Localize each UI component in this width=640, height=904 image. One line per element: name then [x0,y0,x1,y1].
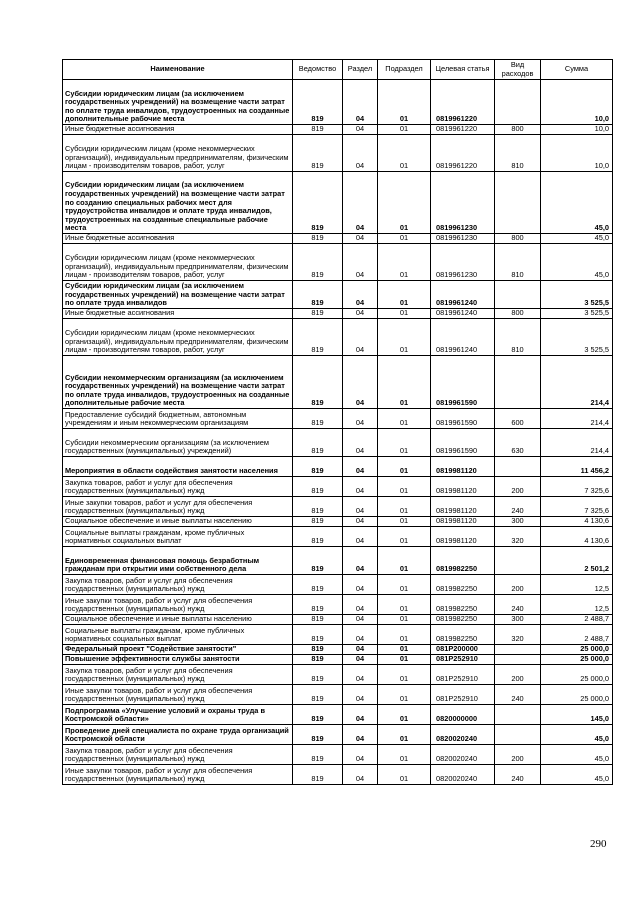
table-row [63,477,613,497]
cell-section: 04 [343,595,378,615]
cell-sum: 7 325,6 [541,497,613,517]
cell-name: Единовременная финансовая помощь безработным гражданам при открытии ими собственного дела [63,547,293,575]
cell-name: Закупка товаров, работ и услуг для обеспечения государственных (муниципальных) нужд [63,745,293,765]
cell-name: Повышение эффективности службы занятости [63,655,293,665]
cell-section: 04 [343,765,378,785]
cell-name: Иные бюджетные ассигнования [63,125,293,135]
cell-dept: 819 [293,409,343,429]
cell-subsection: 01 [378,527,431,547]
cell-target: 0819961240 [431,319,495,356]
cell-type: 630 [495,429,541,457]
cell-dept: 819 [293,547,343,575]
cell-section: 04 [343,309,378,319]
cell-section: 04 [343,625,378,645]
cell-sum: 10,0 [541,80,613,125]
cell-dept: 819 [293,80,343,125]
cell-section: 04 [343,527,378,547]
cell-target: 0819961230 [431,234,495,244]
cell-target: 0819982250 [431,615,495,625]
cell-name: Федеральный проект "Содействие занятости" [63,645,293,655]
cell-subsection: 01 [378,725,431,745]
cell-sum: 10,0 [541,125,613,135]
cell-target: 0819982250 [431,595,495,615]
cell-section: 04 [343,356,378,409]
cell-subsection: 01 [378,517,431,527]
cell-sum: 3 525,5 [541,319,613,356]
cell-sum: 145,0 [541,705,613,725]
table-row [63,457,613,477]
cell-section: 04 [343,497,378,517]
cell-dept: 819 [293,645,343,655]
table-row [63,655,613,665]
cell-subsection: 01 [378,497,431,517]
cell-target: 081P252910 [431,655,495,665]
cell-dept: 819 [293,615,343,625]
cell-subsection: 01 [378,575,431,595]
cell-target: 0819961230 [431,244,495,281]
cell-name: Иные бюджетные ассигнования [63,234,293,244]
cell-name: Иные закупки товаров, работ и услуг для обеспечения государственных (муниципальных) нужд [63,765,293,785]
header-type: Вид расходов [495,60,541,80]
cell-dept: 819 [293,309,343,319]
cell-target: 0820020240 [431,745,495,765]
cell-subsection: 01 [378,409,431,429]
cell-subsection: 01 [378,281,431,309]
cell-type: 810 [495,135,541,172]
table-row [63,705,613,725]
cell-subsection: 01 [378,244,431,281]
cell-dept: 819 [293,527,343,547]
cell-type [495,356,541,409]
cell-type [495,725,541,745]
table-row [63,409,613,429]
cell-subsection: 01 [378,135,431,172]
cell-type [495,172,541,234]
cell-subsection: 01 [378,685,431,705]
table-row [63,172,613,234]
budget-document [62,59,612,785]
cell-target: 0819961240 [431,281,495,309]
header-section: Раздел [343,60,378,80]
table-row [63,356,613,409]
cell-type [495,705,541,725]
cell-sum: 4 130,6 [541,517,613,527]
cell-name: Субсидии юридическим лицам (кроме некоммерческих организаций), индивидуальным предпринимателям, физическим лицам - производителям товаров, работ, услуг [63,135,293,172]
cell-section: 04 [343,645,378,655]
table-row [63,595,613,615]
cell-section: 04 [343,319,378,356]
cell-subsection: 01 [378,595,431,615]
cell-name: Субсидии юридическим лицам (за исключением государственных учреждений) на возмещение части затрат по оплате труда инвалидов, трудоустроенных на созданные дополнительные рабочие места [63,80,293,125]
table-row [63,685,613,705]
cell-name: Закупка товаров, работ и услуг для обеспечения государственных (муниципальных) нужд [63,575,293,595]
cell-section: 04 [343,135,378,172]
cell-name: Иные закупки товаров, работ и услуг для обеспечения государственных (муниципальных) нужд [63,497,293,517]
cell-section: 04 [343,615,378,625]
cell-section: 04 [343,655,378,665]
cell-name: Иные закупки товаров, работ и услуг для обеспечения государственных (муниципальных) нужд [63,685,293,705]
cell-sum: 45,0 [541,244,613,281]
table-row [63,309,613,319]
cell-sum: 12,5 [541,575,613,595]
cell-name: Проведение дней специалиста по охране труда организаций Костромской области [63,725,293,745]
header-subsection: Подраздел [378,60,431,80]
cell-target: 0819981120 [431,477,495,497]
cell-target: 0819981120 [431,517,495,527]
cell-target: 0819961230 [431,172,495,234]
cell-subsection: 01 [378,234,431,244]
cell-sum: 2 488,7 [541,625,613,645]
cell-target: 0820020240 [431,725,495,745]
cell-type: 240 [495,497,541,517]
cell-type: 240 [495,595,541,615]
table-row [63,625,613,645]
cell-sum: 2 488,7 [541,615,613,625]
table-row [63,615,613,625]
cell-type [495,281,541,309]
page-number: 290 [590,838,607,850]
cell-name: Иные закупки товаров, работ и услуг для обеспечения государственных (муниципальных) нужд [63,595,293,615]
cell-dept: 819 [293,725,343,745]
cell-section: 04 [343,457,378,477]
cell-subsection: 01 [378,645,431,655]
cell-target: 0819981120 [431,527,495,547]
table-row [63,745,613,765]
cell-section: 04 [343,429,378,457]
cell-type: 320 [495,625,541,645]
cell-dept: 819 [293,457,343,477]
cell-target: 0819961590 [431,356,495,409]
table-row [63,429,613,457]
cell-section: 04 [343,685,378,705]
cell-subsection: 01 [378,745,431,765]
cell-type: 200 [495,575,541,595]
cell-target: 0819981120 [431,457,495,477]
cell-type [495,655,541,665]
cell-type: 200 [495,477,541,497]
cell-dept: 819 [293,685,343,705]
cell-target: 081P252910 [431,665,495,685]
table-row [63,497,613,517]
cell-target: 0819982250 [431,575,495,595]
cell-target: 0819961220 [431,135,495,172]
cell-dept: 819 [293,125,343,135]
cell-target: 0819961240 [431,309,495,319]
cell-type: 810 [495,244,541,281]
cell-dept: 819 [293,655,343,665]
cell-type: 240 [495,765,541,785]
cell-name: Субсидии некоммерческим организациям (за исключением государственных учреждений) на возмещение части затрат по оплате труда инвалидов, трудоустроенных на созданные дополнительные рабочие места [63,356,293,409]
cell-section: 04 [343,125,378,135]
table-row [63,575,613,595]
cell-name: Закупка товаров, работ и услуг для обеспечения государственных (муниципальных) нужд [63,477,293,497]
cell-type: 800 [495,234,541,244]
cell-sum: 4 130,6 [541,527,613,547]
cell-type [495,645,541,655]
cell-subsection: 01 [378,705,431,725]
cell-name: Субсидии юридическим лицам (кроме некоммерческих организаций), индивидуальным предпринимателям, физическим лицам - производителям товаров, работ, услуг [63,319,293,356]
table-row [63,527,613,547]
cell-subsection: 01 [378,172,431,234]
cell-target: 0819961590 [431,429,495,457]
cell-sum: 214,4 [541,429,613,457]
budget-table [62,59,613,785]
cell-name: Субсидии некоммерческим организациям (за исключением государственных (муниципальных) учреждений) [63,429,293,457]
cell-sum: 3 525,5 [541,309,613,319]
cell-dept: 819 [293,595,343,615]
cell-dept: 819 [293,429,343,457]
cell-dept: 819 [293,575,343,595]
cell-dept: 819 [293,705,343,725]
table-header-row [63,60,613,80]
cell-subsection: 01 [378,625,431,645]
cell-subsection: 01 [378,765,431,785]
cell-type [495,80,541,125]
cell-type: 300 [495,517,541,527]
cell-sum: 214,4 [541,356,613,409]
table-row [63,765,613,785]
cell-subsection: 01 [378,655,431,665]
cell-name: Мероприятия в области содействия занятости населения [63,457,293,477]
table-row [63,645,613,655]
cell-dept: 819 [293,356,343,409]
cell-sum: 11 456,2 [541,457,613,477]
cell-dept: 819 [293,172,343,234]
table-row [63,135,613,172]
cell-dept: 819 [293,765,343,785]
cell-name: Социальные выплаты гражданам, кроме публичных нормативных социальных выплат [63,527,293,547]
cell-sum: 25 000,0 [541,665,613,685]
cell-section: 04 [343,517,378,527]
cell-name: Иные бюджетные ассигнования [63,309,293,319]
cell-target: 081P200000 [431,645,495,655]
cell-type [495,457,541,477]
cell-type: 810 [495,319,541,356]
table-row [63,244,613,281]
header-sum: Сумма [541,60,613,80]
cell-type: 240 [495,685,541,705]
header-name: Наименование [63,60,293,80]
cell-subsection: 01 [378,429,431,457]
cell-dept: 819 [293,497,343,517]
cell-subsection: 01 [378,356,431,409]
cell-section: 04 [343,477,378,497]
cell-name: Социальное обеспечение и иные выплаты населению [63,615,293,625]
cell-type: 200 [495,745,541,765]
cell-name: Закупка товаров, работ и услуг для обеспечения государственных (муниципальных) нужд [63,665,293,685]
cell-sum: 7 325,6 [541,477,613,497]
cell-dept: 819 [293,135,343,172]
cell-sum: 25 000,0 [541,685,613,705]
cell-sum: 45,0 [541,234,613,244]
cell-subsection: 01 [378,477,431,497]
cell-section: 04 [343,547,378,575]
cell-type: 200 [495,665,541,685]
cell-name: Социальное обеспечение и иные выплаты населению [63,517,293,527]
cell-target: 0819961220 [431,80,495,125]
cell-dept: 819 [293,244,343,281]
cell-target: 0819982250 [431,625,495,645]
cell-sum: 45,0 [541,745,613,765]
cell-section: 04 [343,705,378,725]
cell-dept: 819 [293,319,343,356]
cell-subsection: 01 [378,457,431,477]
table-row [63,665,613,685]
cell-type: 800 [495,125,541,135]
cell-subsection: 01 [378,615,431,625]
cell-section: 04 [343,80,378,125]
cell-section: 04 [343,234,378,244]
header-dept: Ведомство [293,60,343,80]
cell-dept: 819 [293,745,343,765]
cell-name: Социальные выплаты гражданам, кроме публичных нормативных социальных выплат [63,625,293,645]
header-target: Целевая статья [431,60,495,80]
cell-subsection: 01 [378,125,431,135]
table-row [63,234,613,244]
cell-target: 0820000000 [431,705,495,725]
cell-sum: 10,0 [541,135,613,172]
cell-target: 0819961220 [431,125,495,135]
cell-target: 0819961590 [431,409,495,429]
cell-type [495,547,541,575]
cell-type: 600 [495,409,541,429]
cell-name: Предоставление субсидий бюджетным, автономным учреждениям и иным некоммерческим организациям [63,409,293,429]
cell-target: 081P252910 [431,685,495,705]
cell-dept: 819 [293,234,343,244]
cell-subsection: 01 [378,319,431,356]
cell-sum: 45,0 [541,765,613,785]
cell-type: 800 [495,309,541,319]
cell-sum: 3 525,5 [541,281,613,309]
cell-target: 0819981120 [431,497,495,517]
table-row [63,281,613,309]
cell-sum: 214,4 [541,409,613,429]
table-row [63,80,613,125]
table-row [63,547,613,575]
cell-dept: 819 [293,665,343,685]
table-row [63,125,613,135]
cell-sum: 25 000,0 [541,645,613,655]
cell-sum: 45,0 [541,172,613,234]
cell-sum: 2 501,2 [541,547,613,575]
table-row [63,319,613,356]
cell-type: 300 [495,615,541,625]
cell-dept: 819 [293,281,343,309]
cell-subsection: 01 [378,309,431,319]
cell-section: 04 [343,172,378,234]
cell-sum: 12,5 [541,595,613,615]
cell-section: 04 [343,281,378,309]
cell-section: 04 [343,575,378,595]
cell-dept: 819 [293,517,343,527]
cell-subsection: 01 [378,80,431,125]
cell-section: 04 [343,244,378,281]
cell-name: Субсидии юридическим лицам (за исключением государственных учреждений) на возмещение части затрат по оплате труда инвалидов [63,281,293,309]
cell-target: 0819982250 [431,547,495,575]
cell-target: 0820020240 [431,765,495,785]
cell-section: 04 [343,665,378,685]
cell-name: Субсидии юридическим лицам (кроме некоммерческих организаций), индивидуальным предпринимателям, физическим лицам - производителям товаров, работ, услуг [63,244,293,281]
cell-dept: 819 [293,477,343,497]
table-row [63,725,613,745]
cell-subsection: 01 [378,547,431,575]
table-row [63,517,613,527]
cell-subsection: 01 [378,665,431,685]
cell-section: 04 [343,725,378,745]
cell-sum: 25 000,0 [541,655,613,665]
cell-name: Подпрограмма «Улучшение условий и охраны труда в Костромской области» [63,705,293,725]
cell-dept: 819 [293,625,343,645]
cell-section: 04 [343,745,378,765]
cell-name: Субсидии юридическим лицам (за исключением государственных учреждений) на возмещение части затрат по созданию специальных рабочих мест для трудоустройства инвалидов и оплате труда инвалидов, трудоустроенных на созданные специальные рабочие места [63,172,293,234]
cell-sum: 45,0 [541,725,613,745]
cell-type: 320 [495,527,541,547]
cell-section: 04 [343,409,378,429]
